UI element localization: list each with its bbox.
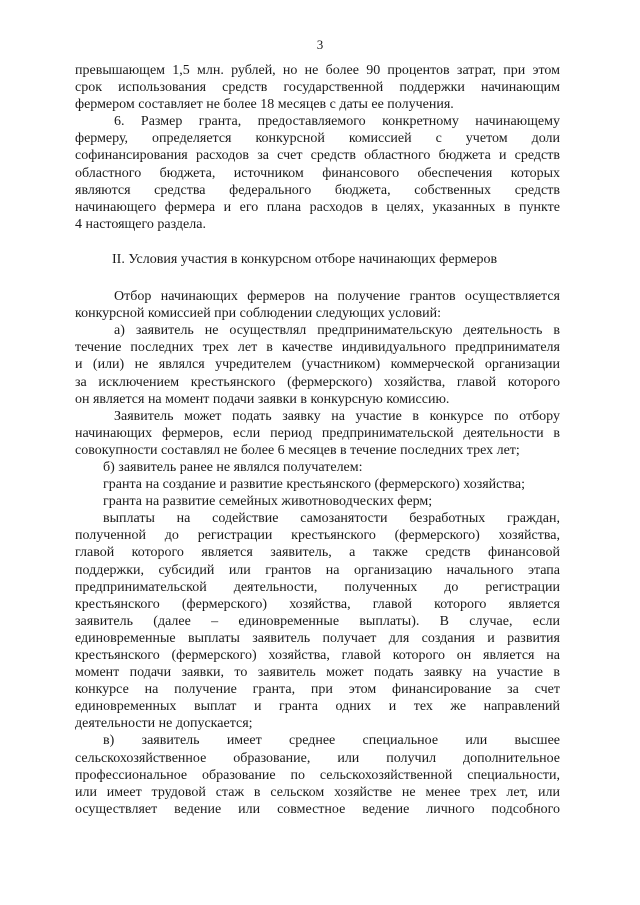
paragraph-condition-b-payments — [75, 510, 560, 732]
text-line: осуществляет ведение или совместное ведение личного подсобного — [75, 801, 560, 817]
text-line: срок использования средств государственной поддержки начинающим — [75, 80, 560, 96]
text-line: полученной до регистрации крестьянского (фермерского) хозяйства, — [75, 528, 560, 544]
text-line: начинающих фермеров, если период предпринимательской деятельности в — [75, 425, 560, 441]
text-line: заявитель (далее – единовременные выплаты). В случае, если — [75, 613, 560, 629]
section-heading: II. Условия участия в конкурсном отборе начинающих фермеров — [112, 251, 498, 267]
text-line: деятельности не допускается; — [75, 716, 253, 732]
text-line: и (или) не являлся учредителем (участником) коммерческой организации — [75, 357, 560, 373]
text-line: сельскохозяйственное образование, или получил дополнительное — [75, 750, 560, 766]
text-line: совокупности составлял не более 6 месяцев в течение последних трех лет; — [75, 442, 520, 458]
text-line: поддержки, субсидий или грантов на организацию начального этапа — [75, 562, 560, 578]
text-line: софинансирования расходов за счет средств областного бюджета и средств — [75, 148, 560, 164]
text-line: он является на момент подачи заявки в конкурсную комиссию. — [75, 391, 450, 407]
text-line: за исключением крестьянского (фермерского) хозяйства, главой которого — [75, 374, 560, 390]
paragraph-condition-b — [75, 459, 560, 476]
text-line: 4 настоящего раздела. — [75, 216, 206, 232]
text-line: единовременных выплат и гранта одних и тех же направлений — [75, 699, 560, 715]
text-line: в) заявитель имеет среднее специальное или высшее — [103, 733, 560, 749]
text-line: начинающего фермера и его плана расходов в целях, указанных в пункте — [75, 199, 560, 215]
paragraph-condition-a — [75, 322, 560, 407]
text-line: течение последних трех лет в качестве индивидуального предпринимателя — [75, 340, 560, 356]
text-line: являются средства федерального бюджета, собственных средств — [75, 182, 560, 198]
text-line: предпринимательской деятельности, полученных до регистрации — [75, 579, 560, 595]
paragraph-grant-terms — [75, 62, 560, 113]
text-line: конкурсе на получение гранта, при этом финансирование за счет — [75, 682, 560, 698]
paragraph-application-period — [75, 408, 560, 459]
text-line: а) заявитель не осуществлял предпринимательскую деятельность в — [114, 323, 560, 339]
document-body — [75, 62, 560, 818]
paragraph-condition-b-grant-livestock — [75, 493, 560, 510]
text-line: профессиональное образование по сельскохозяйственной специальности, — [75, 767, 560, 783]
text-line: гранта на развитие семейных животноводческих ферм; — [103, 494, 433, 510]
paragraph-grant-size — [75, 113, 560, 233]
text-line: гранта на создание и развитие крестьянского (фермерского) хозяйства; — [103, 477, 526, 493]
text-line: единовременные выплаты заявитель получает для создания и развития — [75, 630, 560, 646]
text-line: крестьянского (фермерского) хозяйства, главой которого является — [75, 596, 560, 612]
paragraph-condition-b-grant-farm — [75, 476, 560, 493]
text-line: Заявитель может подать заявку на участие в конкурсе по отбору — [114, 408, 560, 424]
text-line: б) заявитель ранее не являлся получателем: — [103, 459, 363, 475]
text-line: превышающем 1,5 млн. рублей, но не более 90 процентов затрат, при этом — [75, 63, 560, 78]
page-number: 3 — [316, 37, 324, 52]
text-line: главой которого является заявитель, а также средств финансовой — [75, 545, 560, 561]
text-line: момент подачи заявки, то заявитель может подать заявку на участие в — [75, 665, 560, 681]
text-line: крестьянского (фермерского) хозяйства, главой которого он является на — [75, 648, 560, 663]
text-line: 6. Размер гранта, предоставляемого конкретному начинающему — [114, 114, 560, 130]
text-line: фермеру, определяется конкурсной комиссией с учетом доли — [75, 131, 560, 147]
text-line: фермером составляет не более 18 месяцев с даты ее получения. — [75, 97, 454, 113]
paragraph-condition-v — [75, 732, 560, 817]
paragraph-selection-intro — [75, 288, 560, 322]
text-line: конкурсной комиссией при соблюдении следующих условий: — [75, 306, 441, 322]
text-line: или имеет трудовой стаж в сельском хозяйстве не менее трех лет, или — [75, 784, 560, 800]
text-line: областного бюджета, источником финансового обеспечения которых — [75, 165, 560, 181]
text-line: выплаты на содействие самозанятости безработных граждан, — [103, 511, 560, 527]
text-line: Отбор начинающих фермеров на получение грантов осуществляется — [114, 289, 560, 305]
